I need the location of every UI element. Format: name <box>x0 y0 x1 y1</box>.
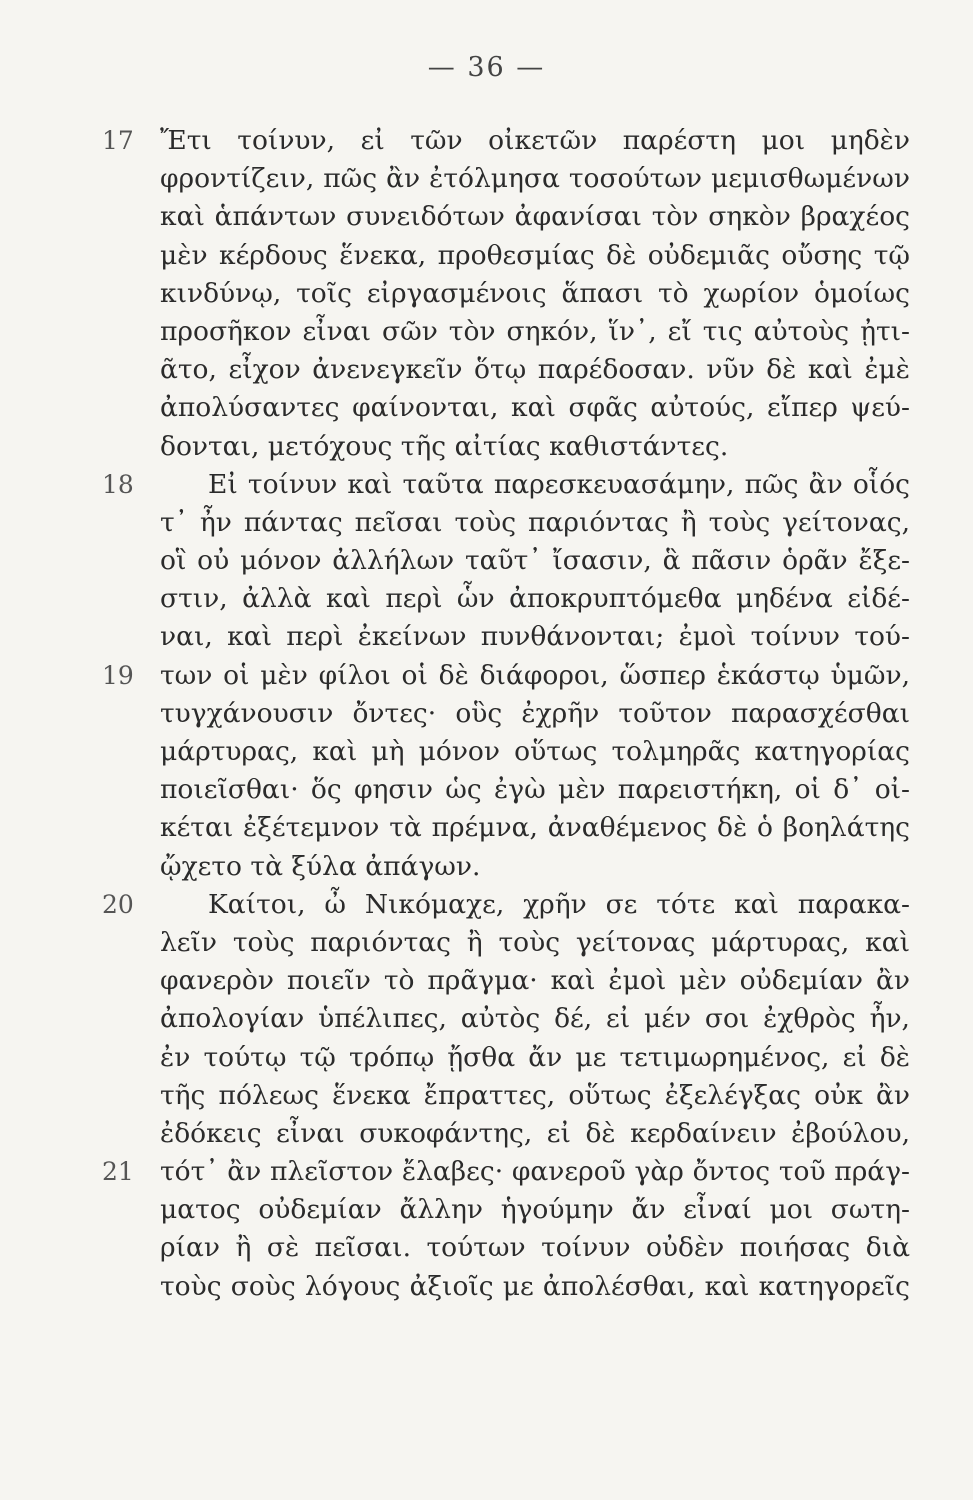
text-line: φροντίζειν, πῶς ἂν ἐτόλμησα τοσούτων μεμισθωμένων <box>160 163 910 195</box>
section-number: 18 <box>102 469 134 499</box>
text-line: στιν, ἀλλὰ καὶ περὶ ὧν ἀποκρυπτόμεθα μηδένα εἰδέ- <box>160 583 910 615</box>
text-line: κέται ἐξέτεμνον τὰ πρέμνα, ἀναθέμενος δὲ ὁ βοηλάτης <box>160 812 910 844</box>
page-number: — 36 — <box>427 52 546 83</box>
text-line: λεῖν τοὺς παριόντας ἢ τοὺς γείτονας μάρτυρας, καὶ <box>160 926 910 958</box>
text-line: μάρτυρας, καὶ μὴ μόνον οὕτως τολμηρᾶς κατηγορίας <box>160 736 910 767</box>
line-text: Ἔτι τοίνυν, εἰ τῶν οἰκετῶν παρέστη μοι μηδὲν <box>160 125 910 156</box>
text-line <box>102 886 910 924</box>
text-line: τοὺς σοὺς λόγους ἀξιοῖς με ἀπολέσθαι, καὶ κατηγορεῖς <box>160 1270 910 1302</box>
text-line: ᾶτο, εἶχον ἀνενεγκεῖν ὅτῳ παρέδοσαν. νῦν δὲ καὶ ἐμὲ <box>160 354 910 386</box>
text-line: ρίαν ἢ σὲ πεῖσαι. τούτων τοίνυν οὐδὲν ποιήσας διὰ <box>160 1232 910 1264</box>
text-line: οἳ οὐ μόνον ἀλλήλων ταῦτ᾽ ἴσασιν, ἃ πᾶσιν ὁρᾶν ἔξε- <box>160 545 910 577</box>
line-text: τότ᾽ ἂν πλεῖστον ἔλαβες· φανεροῦ γὰρ ὄντος τοῦ πράγ- <box>160 1156 910 1188</box>
text-line: ματος οὐδεμίαν ἄλλην ἡγούμην ἄν εἶναί μοι σωτη- <box>160 1194 910 1226</box>
text-line: ἐδόκεις εἶναι συκοφάντης, εἰ δὲ κερδαίνειν ἐβούλου, <box>160 1117 910 1149</box>
section-number: 20 <box>102 889 134 919</box>
text-line <box>102 122 910 160</box>
text-line: μὲν κέρδους ἕνεκα, προθεσμίας δὲ οὐδεμιᾶς οὔσης τῷ <box>160 239 910 271</box>
line-text: των οἱ μὲν φίλοι οἱ δὲ διάφοροι, ὥσπερ ἑκάστῳ ὑμῶν, <box>160 659 910 691</box>
text-line: ναι, καὶ περὶ ἐκείνων πυνθάνονται; ἐμοὶ τοίνυν τού- <box>160 621 910 653</box>
text-block <box>102 122 910 1306</box>
text-line: δονται, μετόχους τῆς αἰτίας καθιστάντες. <box>160 430 729 462</box>
section-number: 19 <box>102 660 134 690</box>
section-number: 17 <box>102 126 134 155</box>
line-text: Καίτοι, ὦ Νικόμαχε, χρῆν σε τότε καὶ παρακα- <box>208 888 910 920</box>
section-number: 21 <box>102 1157 134 1187</box>
text-line: ποιεῖσθαι· ὅς φησιν ὡς ἐγὼ μὲν παρειστήκη, οἱ δ᾽ οἰ- <box>160 774 910 806</box>
text-line: ἐν τούτῳ τῷ τρόπῳ ᾔσθα ἄν με τετιμωρημένος, εἰ δὲ <box>160 1041 910 1073</box>
text-line: τῆς πόλεως ἕνεκα ἔπραττες, οὕτως ἐξελέγξας οὐκ ἂν <box>160 1079 910 1111</box>
text-line: φανερὸν ποιεῖν τὸ πρᾶγμα· καὶ ἐμοὶ μὲν οὐδεμίαν ἂν <box>160 965 910 997</box>
text-line: τυγχάνουσιν ὄντες· οὓς ἐχρῆν τοῦτον παρασχέσθαι <box>160 697 910 729</box>
text-line: ᾤχετο τὰ ξύλα ἀπάγων. <box>160 850 481 882</box>
text-line: ἀπολογίαν ὑπέλιπες, αὐτὸς δέ, εἰ μέν σοι ἐχθρὸς ἦν, <box>160 1003 910 1035</box>
text-line <box>102 466 910 504</box>
text-line: τ᾽ ἦν πάντας πεῖσαι τοὺς παριόντας ἢ τοὺς γείτονας, <box>160 506 910 538</box>
text-line: προσῆκον εἶναι σῶν τὸν σηκόν, ἵν᾽, εἴ τις αὐτοὺς ᾐτι- <box>160 315 910 347</box>
text-line: ἀπολύσαντες φαίνονται, καὶ σφᾶς αὐτούς, εἴπερ ψεύ- <box>160 392 910 424</box>
text-line <box>102 657 910 695</box>
line-text: Εἰ τοίνυν καὶ ταῦτα παρεσκευασάμην, πῶς ἂν οἷός <box>208 468 910 500</box>
text-line: καὶ ἁπάντων συνειδότων ἀφανίσαι τὸν σηκὸν βραχέος <box>160 201 910 233</box>
text-line <box>102 1153 910 1191</box>
text-line: κινδύνῳ, τοῖς εἰργασμένοις ἅπασι τὸ χωρίον ὁμοίως <box>160 277 910 309</box>
